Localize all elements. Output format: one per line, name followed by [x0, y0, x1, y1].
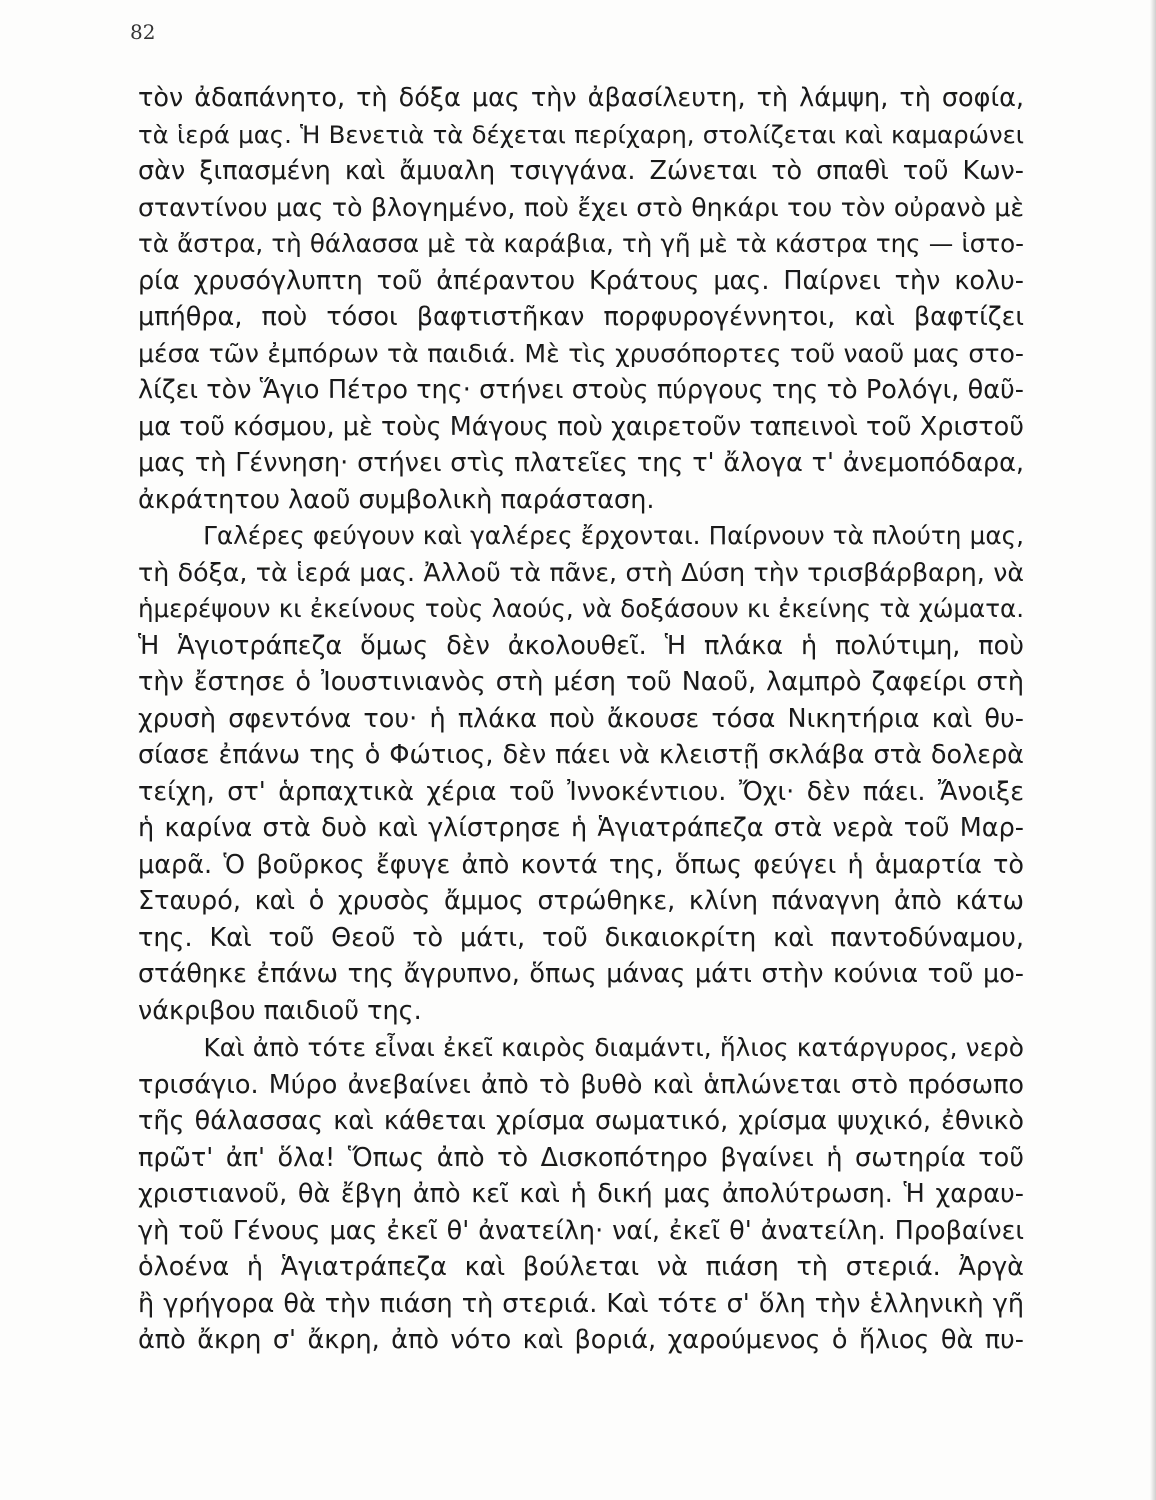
text-line: νάκριβου παιδιοῦ της. — [138, 995, 422, 1026]
text-line: τὰ ἱερά μας. Ἡ Βενετιὰ τὰ δέχεται περίχαρη, στολίζεται καὶ καμαρώνει — [138, 119, 1024, 149]
text-line: μα τοῦ κόσμου, μὲ τοὺς Μάγους ποὺ χαιρετοῦν ταπεινοὶ τοῦ Χριστοῦ — [138, 411, 1024, 442]
text-line: μέσα τῶν ἐμπόρων τὰ παιδιά. Μὲ τὶς χρυσόπορτες τοῦ ναοῦ μας στο- — [138, 338, 1024, 368]
text-line: τὸν ἀδαπάνητο, τὴ δόξα μας τὴν ἀβασίλευτη, τὴ λάμψη, τὴ σοφία, — [138, 83, 1024, 113]
text-line: μπήθρα, ποὺ τόσοι βαφτιστῆκαν πορφυρογέννητοι, καὶ βαφτίζει — [138, 302, 1024, 332]
page-number: 82 — [130, 20, 156, 44]
text-line: ἡ καρίνα στὰ δυὸ καὶ γλίστρησε ἡ Ἁγιατράπεζα στὰ νερὰ τοῦ Μαρ- — [138, 813, 1024, 843]
text-line: της. Καὶ τοῦ Θεοῦ τὸ μάτι, τοῦ δικαιοκρίτη καὶ παντοδύναμου, — [138, 922, 1024, 953]
page-edge-shadow — [1150, 0, 1156, 1500]
text-line: ἡμερέψουν κι ἐκείνους τοὺς λαούς, νὰ δοξάσουν κι ἐκείνης τὰ χώματα. — [138, 594, 1024, 623]
text-line: τρισάγιο. Μύρο ἀνεβαίνει ἀπὸ τὸ βυθὸ καὶ ἁπλώνεται στὸ πρόσωπο — [138, 1069, 1024, 1100]
text-line: ἀπὸ ἄκρη σ' ἄκρη, ἀπὸ νότο καὶ βοριά, χαρούμενος ὁ ἥλιος θὰ πυ- — [138, 1325, 1024, 1355]
text-line: σίασε ἐπάνω της ὁ Φώτιος, δὲν πάει νὰ κλειστῇ σκλάβα στὰ δολερὰ — [138, 740, 1024, 770]
text-line: τῆς θάλασσας καὶ κάθεται χρίσμα σωματικό, χρίσμα ψυχικό, ἐθνικὸ — [138, 1106, 1024, 1136]
text-line: μαρᾶ. Ὁ βοῦρκος ἔφυγε ἀπὸ κοντά της, ὅπως φεύγει ἡ ἁμαρτία τὸ — [138, 849, 1024, 880]
text-line: ὁλοένα ἡ Ἁγιατράπεζα καὶ βούλεται νὰ πιάση τὴ στεριά. Ἀργὰ — [138, 1252, 1024, 1282]
text-line: πρῶτ' ἀπ' ὅλα! Ὅπως ἀπὸ τὸ Δισκοπότηρο βγαίνει ἡ σωτηρία τοῦ — [138, 1142, 1024, 1173]
text-line: τὴ δόξα, τὰ ἱερά μας. Ἀλλοῦ τὰ πᾶνε, στὴ Δύση τὴν τρισβάρβαρη, νὰ — [138, 557, 1024, 587]
text-line: στάθηκε ἐπάνω της ἄγρυπνο, ὅπως μάνας μάτι στὴν κούνια τοῦ μο- — [138, 959, 1024, 989]
text-section-2 — [138, 1030, 1024, 1359]
text-line: χρυσὴ σφεντόνα του· ἡ πλάκα ποὺ ἄκουσε τόσα Νικητήρια καὶ θυ- — [138, 703, 1024, 734]
text-line: λίζει τὸν Ἅγιο Πέτρο της· στήνει στοὺς πύργους της τὸ Ρολόγι, θαῦ- — [138, 375, 1024, 405]
text-line: σὰν ξιπασμένη καὶ ἄμυαλη τσιγγάνα. Ζώνεται τὸ σπαθὶ τοῦ Κων- — [138, 156, 1024, 186]
text-line: χριστιανοῦ, θὰ ἔβγη ἀπὸ κεῖ καὶ ἡ δική μας ἀπολύτρωση. Ἡ χαραυ- — [138, 1179, 1024, 1209]
text-line: μας τὴ Γέννηση· στήνει στὶς πλατεῖες της τ' ἄλογα τ' ἀνεμοπόδαρα, — [138, 448, 1024, 478]
text-line: ἀκράτητου λαοῦ συμβολικὴ παράσταση. — [138, 484, 655, 515]
text-line: γὴ τοῦ Γένους μας ἐκεῖ θ' ἀνατείλη· ναί, ἐκεῖ θ' ἀνατείλη. Προβαίνει — [138, 1215, 1024, 1246]
text-section-1 — [138, 80, 1024, 1029]
text-line: ἢ γρήγορα θὰ τὴν πιάση τὴ στεριά. Καὶ τότε σ' ὅλη τὴν ἑλληνικὴ γῆ — [138, 1288, 1024, 1319]
text-line: Ἡ Ἁγιοτράπεζα ὅμως δὲν ἀκολουθεῖ. Ἡ πλάκα ἡ πολύτιμη, ποὺ — [138, 630, 1024, 661]
text-line: Καὶ ἀπὸ τότε εἶναι ἐκεῖ καιρὸς διαμάντι, ἥλιος κατάργυρος, νερὸ — [138, 1033, 1024, 1062]
text-line: ρία χρυσόγλυπτη τοῦ ἀπέραντου Κράτους μας. Παίρνει τὴν κολυ- — [138, 265, 1024, 296]
text-line: τείχη, στ' ἁρπαχτικὰ χέρια τοῦ Ἰννοκέντιου. Ὄχι· δὲν πάει. Ἄνοιξε — [138, 776, 1024, 807]
text-line: Σταυρό, καὶ ὁ χρυσὸς ἄμμος στρώθηκε, κλίνη πάναγνη ἀπὸ κάτω — [138, 886, 1024, 916]
text-line: τὰ ἄστρα, τὴ θάλασσα μὲ τὰ καράβια, τὴ γῆ μὲ τὰ κάστρα της — ἱστο- — [138, 229, 1024, 258]
text-line: Γαλέρες φεύγουν καὶ γαλέρες ἔρχονται. Παίρνουν τὰ πλούτη μας, — [138, 521, 1024, 550]
text-line: σταντίνου μας τὸ βλογημένο, ποὺ ἔχει στὸ θηκάρι του τὸν οὐρανὸ μὲ — [138, 192, 1024, 222]
text-line: τὴν ἔστησε ὁ Ἰουστινιανὸς στὴ μέση τοῦ Ναοῦ, λαμπρὸ ζαφείρι στὴ — [138, 667, 1024, 697]
